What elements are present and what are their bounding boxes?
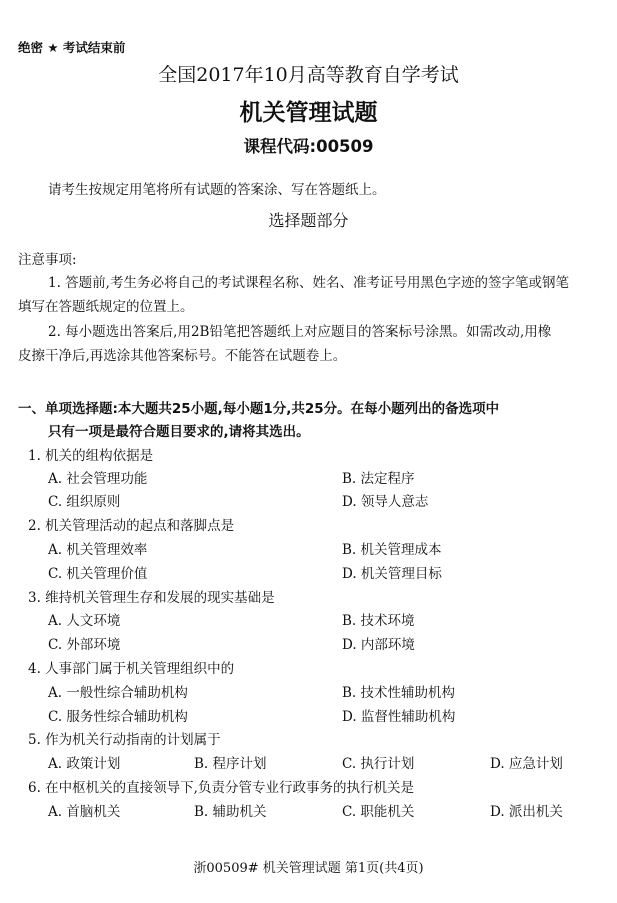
question-6-stem: 6. 在中枢机关的直接领导下,负责分管专业行政事务的执行机关是 <box>28 780 414 796</box>
part-one-heading-line-2: 只有一项是最符合题目要求的,请将其选出。 <box>48 424 310 440</box>
question-1-stem: 1. 机关的组构依据是 <box>28 448 154 464</box>
question-6-option-a: A. 首脑机关 <box>48 804 121 820</box>
question-4-option-c: C. 服务性综合辅助机构 <box>48 709 188 725</box>
question-3-option-b: B. 技术环境 <box>342 613 415 629</box>
confidential-mark: 绝密 ★ 考试结束前 <box>18 40 126 55</box>
general-instruction: 请考生按规定用笔将所有试题的答案涂、写在答题纸上。 <box>48 182 386 198</box>
paper-title: 机关管理试题 <box>239 100 378 126</box>
question-4-option-a: A. 一般性综合辅助机构 <box>48 685 188 701</box>
question-5-option-a: A. 政策计划 <box>48 756 121 772</box>
question-1-option-d: D. 领导人意志 <box>342 494 429 510</box>
question-5-option-d: D. 应急计划 <box>490 756 563 772</box>
notes-heading: 注意事项: <box>18 252 77 268</box>
question-1-option-a: A. 社会管理功能 <box>48 471 148 487</box>
question-5-option-c: C. 执行计划 <box>342 756 415 772</box>
question-2-option-d: D. 机关管理目标 <box>342 566 442 582</box>
question-4-option-b: B. 技术性辅助机构 <box>342 685 456 701</box>
question-1-option-b: B. 法定程序 <box>342 471 415 487</box>
question-3-option-d: D. 内部环境 <box>342 637 415 653</box>
question-5-stem: 5. 作为机关行动指南的计划属于 <box>28 732 221 748</box>
note-item-1-line-2: 填写在答题纸规定的位置上。 <box>18 299 194 315</box>
question-2-option-b: B. 机关管理成本 <box>342 542 442 558</box>
question-5-option-b: B. 程序计划 <box>194 756 267 772</box>
question-3-option-a: A. 人文环境 <box>48 613 121 629</box>
note-item-2-line-2: 皮擦干净后,再选涂其他答案标号。不能答在试题卷上。 <box>18 348 347 364</box>
question-6-option-c: C. 职能机关 <box>342 804 415 820</box>
question-4-option-d: D. 监督性辅助机构 <box>342 709 456 725</box>
question-6-option-d: D. 派出机关 <box>490 804 563 820</box>
question-2-option-c: C. 机关管理价值 <box>48 566 148 582</box>
question-2-option-a: A. 机关管理效率 <box>48 542 148 558</box>
section-heading: 选择题部分 <box>268 211 349 230</box>
note-item-2-line-1: 2. 每小题选出答案后,用2B铅笔把答题纸上对应题目的答案标号涂黑。如需改动,用橡 <box>48 324 552 340</box>
page-footer: 浙00509# 机关管理试题 第1页(共4页) <box>193 861 424 876</box>
question-6-option-b: B. 辅助机关 <box>194 804 267 820</box>
note-item-1-line-1: 1. 答题前,考生务必将自己的考试课程名称、姓名、准考证号用黑色字迹的签字笔或钢笔 <box>48 275 569 291</box>
exam-title: 全国2017年10月高等教育自学考试 <box>158 64 459 86</box>
question-1-option-c: C. 组织原则 <box>48 494 121 510</box>
question-4-stem: 4. 人事部门属于机关管理组织中的 <box>28 661 235 677</box>
question-3-option-c: C. 外部环境 <box>48 637 121 653</box>
course-code: 课程代码:00509 <box>243 137 374 156</box>
part-one-heading-line-1: 一、单项选择题:本大题共25小题,每小题1分,共25分。在每小题列出的备选项中 <box>18 401 500 417</box>
question-3-stem: 3. 维持机关管理生存和发展的现实基础是 <box>28 590 275 606</box>
question-2-stem: 2. 机关管理活动的起点和落脚点是 <box>28 518 235 534</box>
